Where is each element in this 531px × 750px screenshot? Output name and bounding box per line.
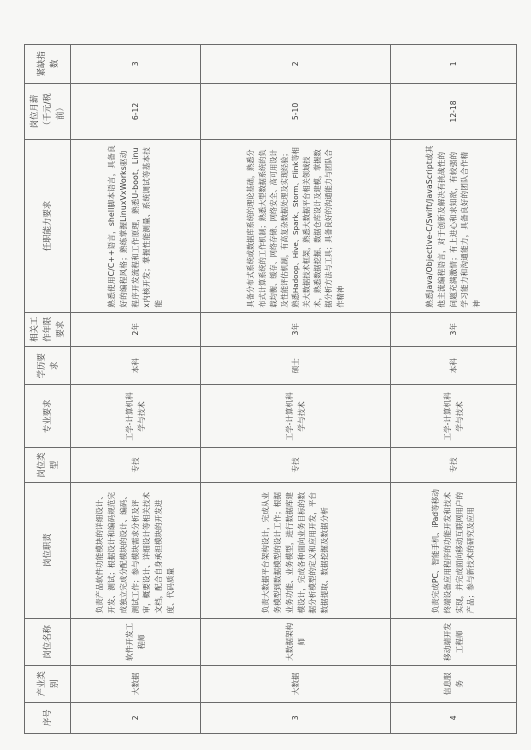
header-category: 岗位类型 [25, 448, 71, 482]
header-education: 学历要求 [25, 347, 71, 386]
table-row [201, 45, 391, 734]
header-ability: 任职能力要求 [25, 140, 71, 312]
cell-major: 工学-计算机科学与技术 [71, 385, 201, 448]
cell-ability: 熟悉Java/Objective-C/Swift/JavaScript或其他主流编程语言，对于创新及解决有挑战性的问题充满激情；有上进心和求知欲，有较强的学习能力和沟通能力，具备良好的团队合作精神 [391, 140, 517, 312]
cell-industry: 信息服务 [391, 666, 517, 702]
cell-duties: 负责大数据平台架构设计，完成从业务模型到数据模型的设计工作；根据业务功能、业务模型，进行数据库建模设计，完成各种面向业务目标的数据分析模型的定义和应用开发，平台数据提取、数据挖掘及数据分析 [201, 482, 391, 618]
cell-experience: 3年 [201, 312, 391, 346]
header-industry: 产业类别 [25, 666, 71, 702]
header-urgency: 紧缺指数 [25, 45, 71, 84]
cell-experience: 2年 [71, 312, 201, 346]
cell-category: 专技 [391, 448, 517, 482]
cell-seq: 3 [201, 702, 391, 733]
cell-urgency: 3 [71, 45, 201, 84]
cell-category: 专技 [201, 448, 391, 482]
cell-category: 专技 [71, 448, 201, 482]
cell-education: 本科 [71, 347, 201, 386]
rotated-table-page [24, 44, 512, 734]
cell-salary: 5-10 [201, 83, 391, 140]
table-row [71, 45, 201, 734]
header-row [25, 45, 71, 734]
cell-ability: 具备分布式系统或数据库系统的理论基础，熟悉分布式计算系统的工作机制；熟悉大型数据系统的负载均衡、缓存、网络存储、网络安全、高可用设计及性能评估机制，有高复杂数据处理及实现经验；熟悉Hadoop、Hive、Spark、Storm、Flink等相关大数据技术框架，熟悉大数据平台相关领域技术，熟悉数据挖掘、数据仓库设计及建模，掌握数据分析方法与工具；具备良好的沟通能力与团队合作精神 [201, 140, 391, 312]
cell-education: 本科 [391, 347, 517, 386]
cell-education: 硕士 [201, 347, 391, 386]
cell-duties: 负责产品软件功能模块的详细设计、开发、测试；根据设计和编码规范完成独立完成分配模块的设计、编码、测试工作；参与模块需求分析及评审，概要设计、详细设计等相关技术文档，配合自身承担模块的开发进度、代码质量 [71, 482, 201, 618]
cell-ability: 熟悉使用C/C++语言，shell脚本语言，具备良好的编程风格；熟练掌握LinuxVxWorks驱动程序开发流程和工作原理，熟悉U-boot、Linux内核开发；掌握性能测量、系统调试等基本技能 [71, 140, 201, 312]
cell-position: 大数据架构师 [201, 618, 391, 666]
header-experience: 相关工作年限要求 [25, 312, 71, 346]
cell-duties: 负责完成PC、智能手机、iPad等移动终端设备应用程序的功能开发和技术实现，并完成面向移动互联网用户的产品；参与新技术的研究及应用 [391, 482, 517, 618]
cell-salary: 6-12 [71, 83, 201, 140]
header-salary: 岗位月薪（千元/税前） [25, 83, 71, 140]
cell-seq: 2 [71, 702, 201, 733]
job-requirements-table [24, 44, 517, 734]
cell-urgency: 2 [201, 45, 391, 84]
header-seq: 序号 [25, 702, 71, 733]
cell-seq: 4 [391, 702, 517, 733]
cell-salary: 12-18 [391, 83, 517, 140]
header-major: 专业要求 [25, 385, 71, 448]
cell-urgency: 1 [391, 45, 517, 84]
cell-industry: 大数据 [201, 666, 391, 702]
cell-industry: 大数据 [71, 666, 201, 702]
cell-position: 软件开发工程师 [71, 618, 201, 666]
header-position: 岗位名称 [25, 618, 71, 666]
cell-position: 移动端开发工程师 [391, 618, 517, 666]
header-duties: 岗位职责 [25, 482, 71, 618]
cell-major: 工学-计算机科学与技术 [201, 385, 391, 448]
cell-experience: 3年 [391, 312, 517, 346]
table-row [391, 45, 517, 734]
cell-major: 工学-计算机科学与技术 [391, 385, 517, 448]
